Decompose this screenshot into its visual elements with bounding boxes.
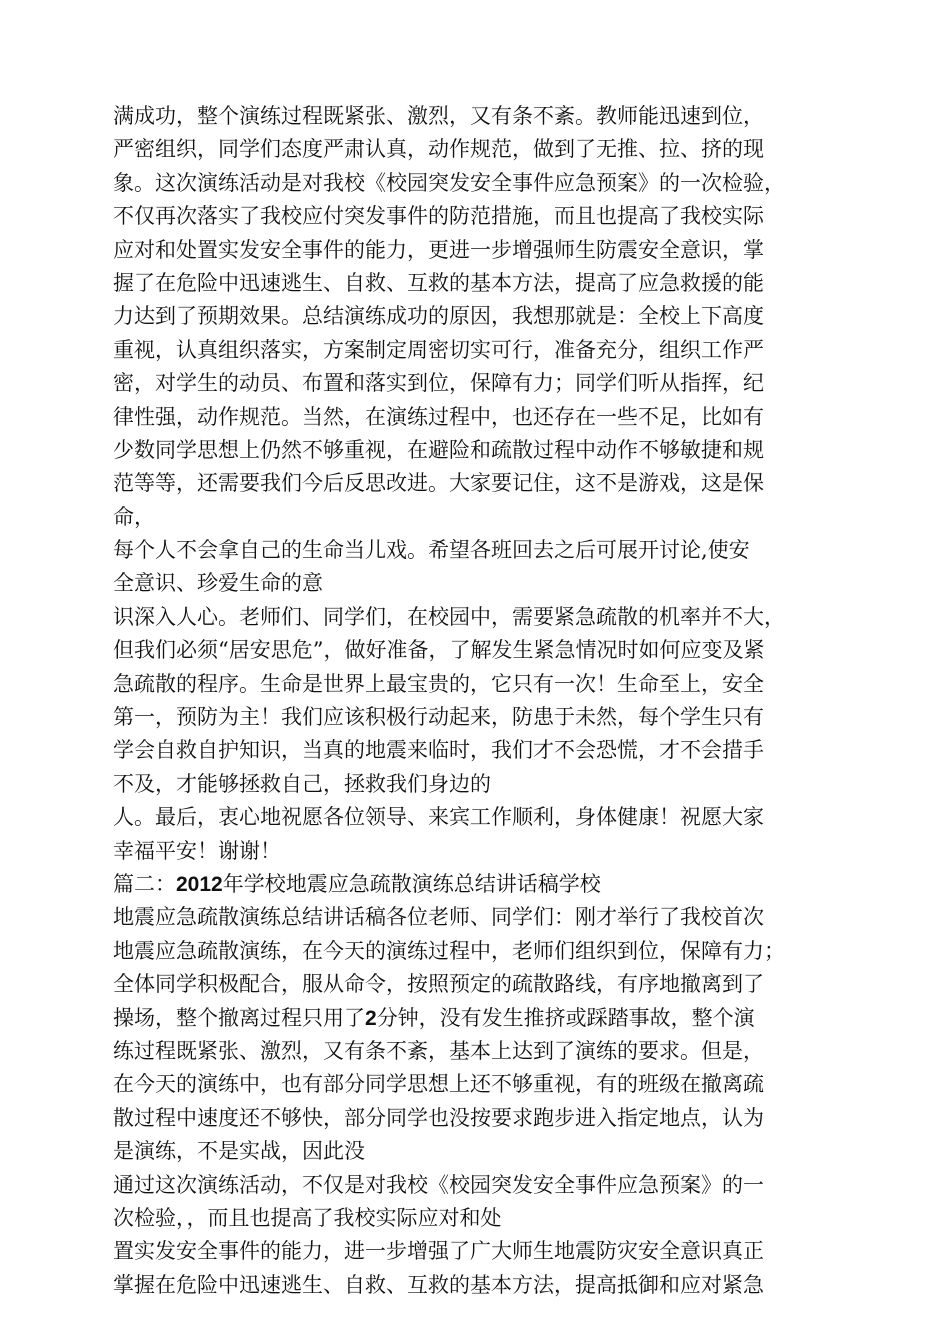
minutes-number: 2 <box>365 1006 377 1030</box>
text-line: 重视，认真组织落实，方案制定周密切实可行，准备充分，组织工作严 <box>113 337 764 362</box>
text-line: 练过程既紧张、激烈，又有条不紊，基本上达到了演练的要求。但是， <box>113 1038 764 1063</box>
text-line: 密，对学生的动员、布置和落实到位，保障有力；同学们听从指挥，纪 <box>113 371 764 396</box>
text-line: 象。这次演练活动是对我校《校园突发安全事件应急预案》的一次检验， <box>113 170 785 195</box>
text-line: 少数同学思想上仍然不够重视，在避险和疏散过程中动作不够敏捷和规 <box>113 437 764 462</box>
text-line: 识深入人心。老师们、同学们，在校园中，需要紧急疏散的机率并不大， <box>113 604 785 629</box>
text-line: 急疏散的程序。生命是世界上最宝贵的，它只有一次！生命至上，安全 <box>113 671 764 696</box>
text-line: 命， <box>113 504 155 529</box>
text-line: 不仅再次落实了我校应付突发事件的防范措施，而且也提高了我校实际 <box>113 204 764 229</box>
minutes-before: 操场，整个撤离过程只用了 <box>113 1005 365 1030</box>
text-line: 散过程中速度还不够快，部分同学也没按要求跑步进入指定地点，认为 <box>113 1105 764 1130</box>
text-line: 握了在危险中迅速逃生、自救、互救的基本方法，提高了应急救援的能 <box>113 270 764 295</box>
text-line: 掌握在危险中迅速逃生、自救、互救的基本方法，提高抵御和应对紧急 <box>113 1272 764 1297</box>
text-line: 全意识、珍爱生命的意 <box>113 571 323 596</box>
heading-year: 2012 <box>176 872 223 896</box>
minutes-after: 分钟，没有发生推挤或踩踏事故，整个演 <box>376 1005 755 1030</box>
text-line: 次检验，，而且也提高了我校实际应对和处 <box>113 1205 502 1230</box>
text-line: 置实发安全事件的能力，进一步增强了广大师生地震防灾安全意识真正 <box>113 1239 764 1264</box>
text-line: 力达到了预期效果。总结演练成功的原因，我想那就是：全校上下高度 <box>113 304 764 329</box>
text-line: 满成功，整个演练过程既紧张、激烈，又有条不紊。教师能迅速到位， <box>113 104 764 128</box>
text-line: 地震应急疏散演练，在今天的演练过程中，老师们组织到位，保障有力； <box>113 938 785 963</box>
text-line: 每个人不会拿自己的生命当儿戏。希望各班回去之后可展开讨论,使安 <box>113 538 750 563</box>
text-line: 严密组织，同学们态度严肃认真，动作规范，做到了无推、拉、挤的现 <box>113 137 764 162</box>
text-line-minutes <box>113 1002 853 1035</box>
text-line: 但我们必须“居安思危”，做好准备，了解发生紧急情况时如何应变及紧 <box>113 638 765 663</box>
heading-rest: 年学校地震应急疏散演练总结讲话稿学校 <box>222 871 601 896</box>
text-line: 地震应急疏散演练总结讲话稿各位老师、同学们：刚才举行了我校首次 <box>113 905 764 930</box>
text-line: 应对和处置实发安全事件的能力，更进一步增强师生防震安全意识，掌 <box>113 237 764 262</box>
text-line: 是演练，不是实战，因此没 <box>113 1139 365 1164</box>
text-line: 律性强，动作规范。当然，在演练过程中，也还存在一些不足，比如有 <box>113 404 764 429</box>
text-line: 不及，才能够拯救自己，拯救我们身边的 <box>113 771 491 796</box>
section-heading <box>113 868 853 901</box>
paragraph-block-3 <box>113 1035 853 1302</box>
paragraph-block-1 <box>113 100 853 868</box>
heading-prefix: 篇二： <box>113 871 176 896</box>
document-body <box>113 100 853 1302</box>
text-line: 在今天的演练中，也有部分同学思想上还不够重视，有的班级在撤离疏 <box>113 1072 764 1097</box>
text-line: 人。最后，衷心地祝愿各位领导、来宾工作顺利，身体健康！祝愿大家 <box>113 805 764 830</box>
paragraph-block-2 <box>113 901 853 1001</box>
text-line: 幸福平安！谢谢！ <box>113 838 281 863</box>
text-line: 全体同学积极配合，服从命令，按照预定的疏散路线，有序地撤离到了 <box>113 972 764 997</box>
text-line: 学会自救自护知识，当真的地震来临时，我们才不会恐慌，才不会措手 <box>113 738 764 763</box>
text-line: 范等等，还需要我们今后反思改进。大家要记住，这不是游戏，这是保 <box>113 471 764 496</box>
text-line: 第一，预防为主！我们应该积极行动起来，防患于未然，每个学生只有 <box>113 705 764 730</box>
text-line: 通过这次演练活动，不仅是对我校《校园突发安全事件应急预案》的一 <box>113 1172 764 1197</box>
